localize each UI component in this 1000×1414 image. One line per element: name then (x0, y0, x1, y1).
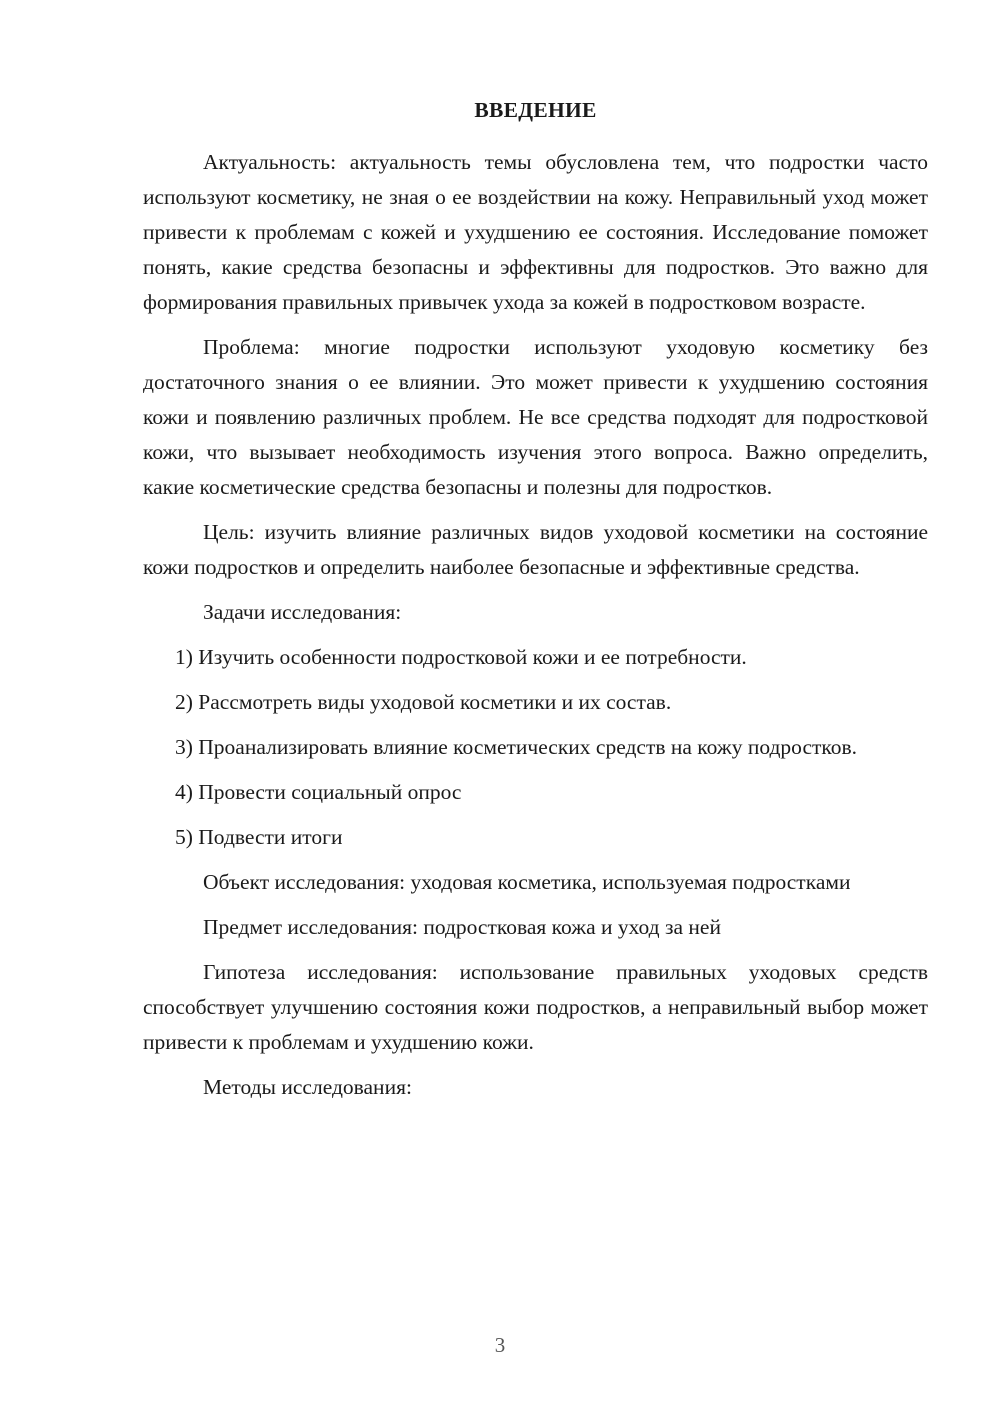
task-item-3: 3) Проанализировать влияние косметических средств на кожу подростков. (175, 735, 858, 759)
paragraph-hypothesis: Гипотеза исследования: использование правильных уходовых средств способствует улучшению состояния кожи подростков, а неправильный выбор может привести к проблемам и ухудшению кожи. (143, 960, 928, 1054)
paragraph-problem: Проблема: многие подростки используют уходовую косметику без достаточного знания о ее влиянии. Это может привести к ухудшению состояния кожи и появлению различных проблем. Не все средства подходят для подростковой кожи, что вызывает необходимость изучения этого вопроса. Важно определить, какие косметические средства безопасны и полезны для подростков. (143, 335, 928, 499)
paragraph-relevance: Актуальность: актуальность темы обусловлена тем, что подростки часто используют косметику, не зная о ее воздействии на кожу. Неправильный уход может привести к проблемам с кожей и ухудшению ее состояния. Исследование поможет понять, какие средства безопасны и эффективны для подростков. Это важно для формирования правильных привычек ухода за кожей в подростковом возрасте. (143, 150, 928, 314)
section-title: ВВЕДЕНИЕ (474, 98, 597, 122)
task-item-2: 2) Рассмотреть виды уходовой косметики и их состав. (175, 690, 672, 714)
paragraph-subject: Предмет исследования: подростковая кожа и уход за ней (203, 915, 721, 939)
paragraph-goal: Цель: изучить влияние различных видов уходовой косметики на состояние кожи подростков и определить наиболее безопасные и эффективные средства. (143, 520, 928, 579)
document-page (143, 95, 928, 1115)
tasks-heading: Задачи исследования: (203, 600, 402, 624)
paragraph-object: Объект исследования: уходовая косметика, используемая подростками (203, 870, 851, 894)
task-item-5: 5) Подвести итоги (175, 825, 343, 849)
task-item-4: 4) Провести социальный опрос (175, 780, 462, 804)
task-item-1: 1) Изучить особенности подростковой кожи и ее потребности. (175, 645, 747, 669)
page-number: 3 (494, 1333, 506, 1357)
paragraph-methods: Методы исследования: (203, 1075, 412, 1099)
